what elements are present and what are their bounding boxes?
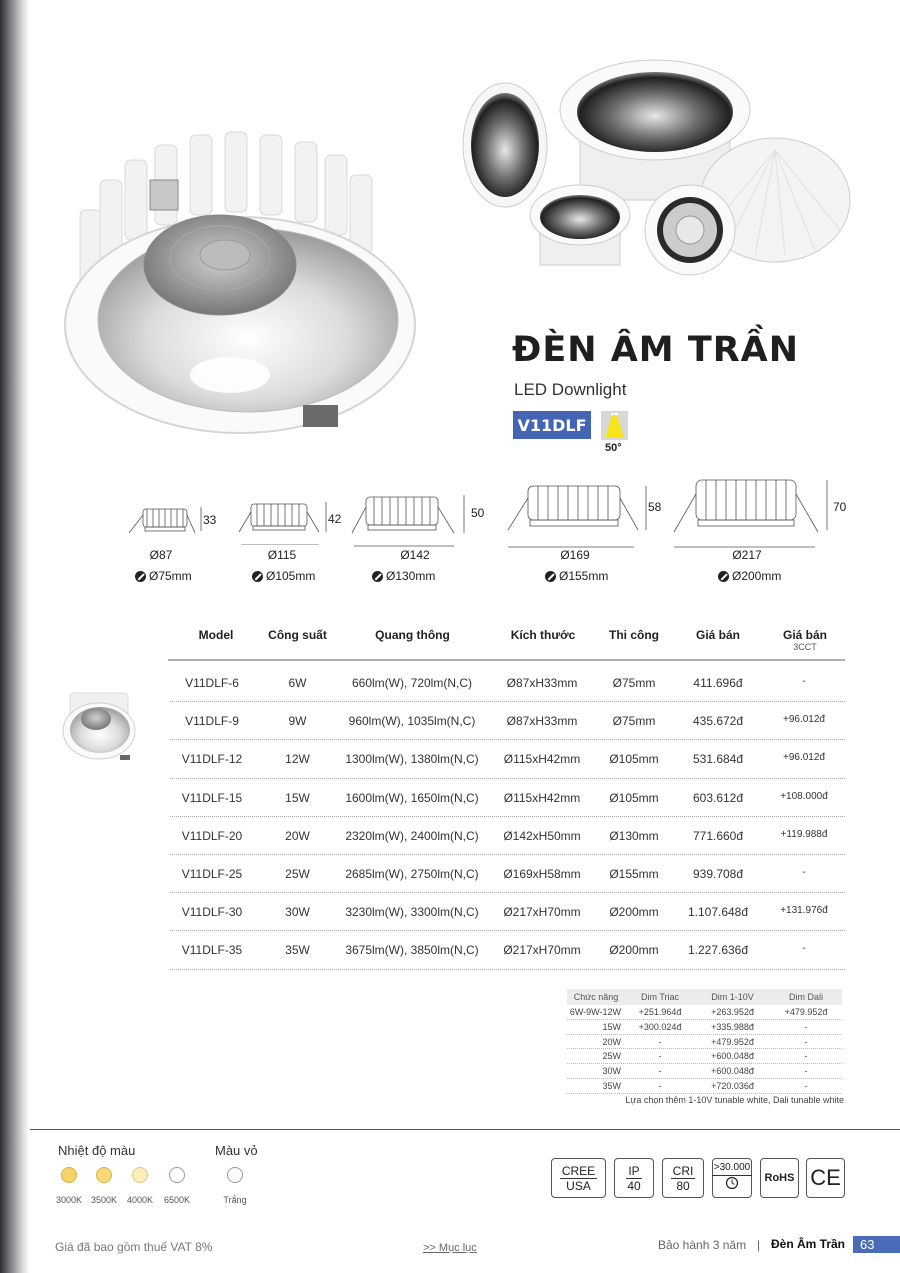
cert-lifetime: >30.000 xyxy=(712,1158,752,1198)
cell-size: Ø115xH42mm xyxy=(503,752,581,767)
header-price: Giá bán xyxy=(695,628,740,642)
dimension-height-1: 33 xyxy=(203,513,217,527)
cell-size: Ø217xH70mm xyxy=(503,943,581,958)
dimension-diameter-4: Ø169 xyxy=(560,548,590,562)
cell-power: 25W xyxy=(285,866,310,881)
product-table-body xyxy=(170,664,845,970)
dimension-diameter-5: Ø217 xyxy=(732,548,762,562)
cell-price-3cct: - xyxy=(802,866,806,878)
dimming-table-header xyxy=(567,989,842,1005)
product-image-main xyxy=(60,120,420,440)
dim-header-function: Chức năng xyxy=(573,992,619,1002)
header-cutout: Thi công xyxy=(609,628,659,642)
cell-size: Ø87xH33mm xyxy=(506,714,578,729)
cell-model: V11DLF-20 xyxy=(181,828,243,843)
dimension-diameter-3: Ø142 xyxy=(400,548,430,562)
dim-header-1-10v: Dim 1-10V xyxy=(711,992,754,1002)
header-price-3cct-sub: 3CCT xyxy=(793,642,817,652)
dimming-row: 25W - +600.048đ - xyxy=(567,1049,842,1064)
cell-size: Ø169xH58mm xyxy=(503,866,581,881)
page-number: 63 xyxy=(853,1236,900,1253)
swatch-6500k xyxy=(169,1167,185,1183)
cell-model: V11DLF-30 xyxy=(181,905,243,920)
cert-cree-usa: CREE USA xyxy=(551,1158,606,1198)
cell-model: V11DLF-25 xyxy=(181,866,243,881)
cert-cri80: CRI 80 xyxy=(662,1158,704,1198)
footer-separator: | xyxy=(757,1238,761,1252)
cell-price: 603.612đ xyxy=(692,790,744,805)
cell-power: 6W xyxy=(288,676,307,690)
cutout-icon xyxy=(718,571,729,582)
cell-price: 435.672đ xyxy=(692,714,744,729)
dimension-diameter-1: Ø87 xyxy=(149,548,173,562)
cell-size: Ø115xH42mm xyxy=(503,790,581,805)
swatch-label: 4000K xyxy=(126,1195,154,1205)
cell-cutout: Ø155mm xyxy=(609,866,659,881)
cell-lumen: 1600lm(W), 1650lm(N,C) xyxy=(345,790,479,805)
swatch-3500k xyxy=(96,1167,112,1183)
table-of-contents-link[interactable]: >> Mục lục xyxy=(423,1242,477,1254)
dimming-row: 15W +300.024đ +335.988đ - xyxy=(567,1020,842,1035)
header-power: Công suất xyxy=(268,628,327,642)
cell-power: 12W xyxy=(285,752,310,767)
cell-price: 1.107.648đ xyxy=(687,905,749,920)
cutout-icon xyxy=(372,571,383,582)
dimension-drawing-2 xyxy=(237,500,337,545)
cell-price-3cct: - xyxy=(802,943,806,955)
page-title: ĐÈN ÂM TRẦN xyxy=(512,330,800,370)
cell-lumen: 3230lm(W), 3300lm(N,C) xyxy=(345,905,479,920)
cell-cutout: Ø75mm xyxy=(612,714,656,729)
cell-cutout: Ø200mm xyxy=(609,905,659,920)
cell-lumen: 660lm(W), 720lm(N,C) xyxy=(351,676,472,690)
cell-model: V11DLF-9 xyxy=(185,714,239,729)
cell-lumen: 1300lm(W), 1380lm(N,C) xyxy=(345,752,479,767)
table-row xyxy=(170,817,845,855)
swatch-4000k xyxy=(132,1167,148,1183)
cell-cutout: Ø200mm xyxy=(609,943,659,958)
cell-price-3cct: +96.012đ xyxy=(783,714,825,726)
header-price-3cct: Giá bán 3CCT xyxy=(765,628,845,652)
swatch-label: Trắng xyxy=(223,1195,247,1205)
table-row xyxy=(170,740,845,778)
swatch-label: 3000K xyxy=(55,1195,83,1205)
cell-lumen: 960lm(W), 1035lm(N,C) xyxy=(348,714,476,729)
dimension-height-2: 42 xyxy=(328,512,342,526)
dim-header-dali: Dim Dali xyxy=(788,992,823,1002)
table-row xyxy=(170,893,845,931)
cell-cutout: Ø130mm xyxy=(609,828,659,843)
cell-price: 939.708đ xyxy=(692,866,744,881)
table-row xyxy=(170,931,845,969)
cert-ce: CE xyxy=(806,1158,845,1198)
dimming-row: 35W - +720.036đ - xyxy=(567,1079,842,1094)
dimension-height-4: 58 xyxy=(648,500,662,514)
product-thumbnail xyxy=(62,683,137,768)
cell-price: 531.684đ xyxy=(692,752,744,767)
dimension-cutout-2: Ø105mm xyxy=(252,569,315,583)
cert-rohs: RoHS xyxy=(760,1158,799,1198)
vat-note: Giá đã bao gồm thuế VAT 8% xyxy=(55,1240,213,1254)
cell-lumen: 3675lm(W), 3850lm(N,C) xyxy=(345,943,479,958)
cell-power: 35W xyxy=(285,943,310,958)
dimension-diameter-2: Ø115 xyxy=(267,548,297,562)
cell-lumen: 2685lm(W), 2750lm(N,C) xyxy=(345,866,479,881)
cell-price: 411.696đ xyxy=(693,676,743,690)
dimension-drawing-4 xyxy=(506,484,656,549)
dim-header-triac: Dim Triac xyxy=(641,992,679,1002)
warranty-text: Bảo hành 3 năm xyxy=(658,1238,747,1252)
header-model: Model xyxy=(198,628,234,642)
table-row xyxy=(170,664,845,702)
header-lumen: Quang thông xyxy=(375,628,450,642)
page-subtitle: LED Downlight xyxy=(514,380,627,399)
table-row xyxy=(170,779,845,817)
cell-power: 30W xyxy=(285,905,310,920)
cell-power: 15W xyxy=(285,790,310,805)
dimension-drawing-5 xyxy=(670,478,840,548)
cell-model: V11DLF-12 xyxy=(181,752,243,767)
dimension-drawing-1 xyxy=(125,505,215,545)
cell-price-3cct: +108.000đ xyxy=(780,790,828,802)
dimension-cutout-1: Ø75mm xyxy=(135,569,192,583)
product-table-header xyxy=(168,628,845,661)
swatch-label: 6500K xyxy=(163,1195,191,1205)
cell-cutout: Ø105mm xyxy=(609,790,659,805)
cell-model: V11DLF-35 xyxy=(181,943,243,958)
cell-cutout: Ø75mm xyxy=(612,676,656,690)
section-divider xyxy=(30,1129,900,1130)
model-badge: V11DLF xyxy=(513,411,591,439)
cell-price: 771.660đ xyxy=(692,828,744,843)
cell-size: Ø217xH70mm xyxy=(503,905,581,920)
cell-cutout: Ø105mm xyxy=(609,752,659,767)
footer-category: Đèn Âm Trần xyxy=(771,1237,846,1251)
cell-power: 20W xyxy=(285,828,310,843)
beam-angle-icon xyxy=(601,411,628,440)
swatch-label: 3500K xyxy=(90,1195,118,1205)
dimension-height-3: 50 xyxy=(471,506,485,520)
header-size: Kích thước xyxy=(510,628,576,642)
clock-icon xyxy=(725,1176,739,1195)
cell-size: Ø87xH33mm xyxy=(506,676,578,690)
beam-angle-label: 50° xyxy=(605,442,622,454)
cutout-icon xyxy=(135,571,146,582)
cell-lumen: 2320lm(W), 2400lm(N,C) xyxy=(345,828,479,843)
cutout-icon xyxy=(252,571,263,582)
page-spine-shadow xyxy=(0,0,30,1273)
cell-price-3cct: +131.976đ xyxy=(780,905,828,917)
cell-price-3cct: +119.988đ xyxy=(780,828,828,840)
cert-ip40: IP 40 xyxy=(614,1158,654,1198)
dimension-cutout-4: Ø155mm xyxy=(545,569,608,583)
table-row xyxy=(170,855,845,893)
dimming-row: 6W-9W-12W +251.964đ +263.952đ +479.952đ xyxy=(567,1005,842,1020)
cell-model: V11DLF-15 xyxy=(181,790,243,805)
cell-price-3cct: - xyxy=(802,676,806,687)
table-row xyxy=(170,702,845,740)
dimension-cutout-5: Ø200mm xyxy=(718,569,781,583)
cell-size: Ø142xH50mm xyxy=(503,828,581,843)
dimension-height-5: 70 xyxy=(833,500,847,514)
cell-price: 1.227.636đ xyxy=(687,943,749,958)
cell-model: V11DLF-6 xyxy=(185,676,239,690)
cell-power: 9W xyxy=(288,714,307,729)
dimming-table xyxy=(567,989,842,1094)
color-temp-title: Nhiệt độ màu xyxy=(58,1143,136,1158)
dimension-cutout-3: Ø130mm xyxy=(372,569,435,583)
dimming-row: 30W - +600.048đ - xyxy=(567,1064,842,1079)
dimming-row: 20W - +479.952đ - xyxy=(567,1035,842,1050)
housing-color-title: Màu vỏ xyxy=(215,1143,258,1158)
dimming-note: Lựa chọn thêm 1-10V tunable white, Dali tunable white xyxy=(625,1095,844,1105)
cutout-icon xyxy=(545,571,556,582)
product-image-group xyxy=(455,50,855,280)
cell-price-3cct: +96.012đ xyxy=(783,752,825,764)
swatch-white xyxy=(227,1167,243,1183)
swatch-3000k xyxy=(61,1167,77,1183)
dimension-drawing-3 xyxy=(350,493,470,548)
